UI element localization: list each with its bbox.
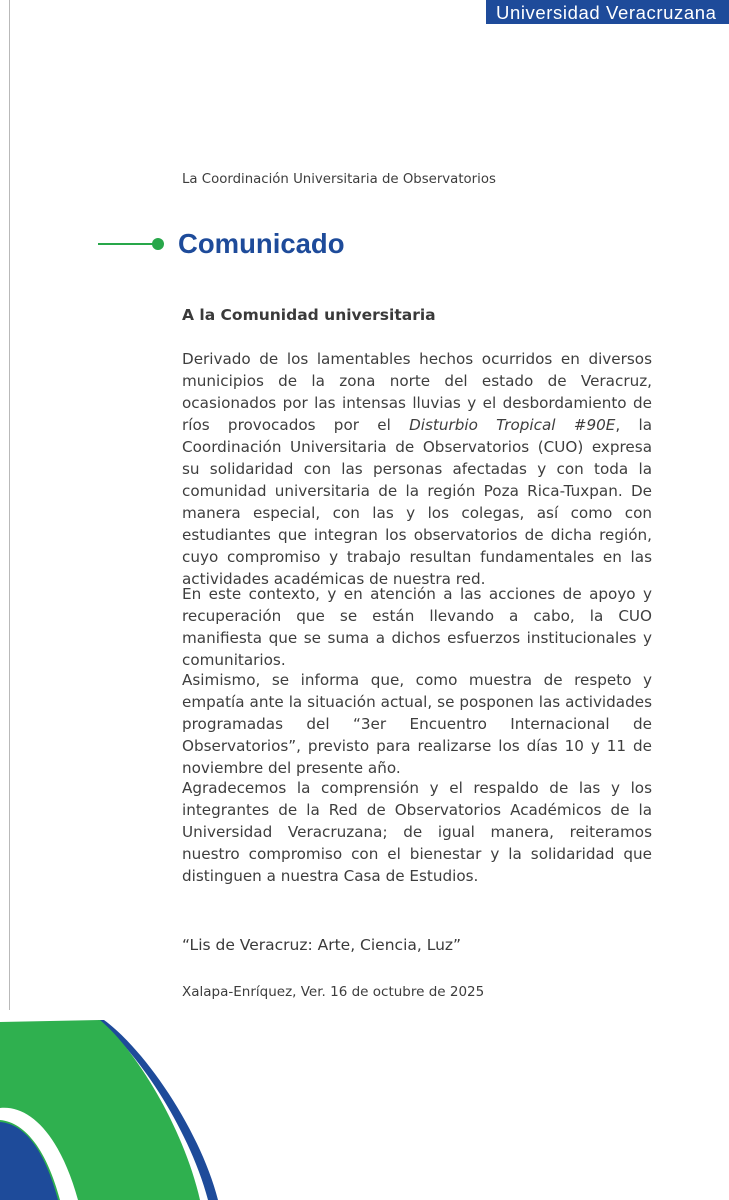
paragraph-2 (182, 583, 652, 671)
university-brand-bar (486, 0, 729, 24)
paragraph-3 (182, 669, 652, 779)
paragraph-2-text: En este contexto, y en atención a las acciones de apoyo y recuperación que se están llevando a cabo, la CUO manifiesta que se suma a dichos esfuerzos institucionales y comunitarios. (182, 585, 652, 669)
page-border-line (9, 0, 10, 1010)
coordination-name: La Coordinación Universitaria de Observatorios (182, 172, 496, 187)
storm-name: Disturbio Tropical #90E (409, 416, 616, 434)
paragraph-4-text: Agradecemos la comprensión y el respaldo de las y los integrantes de la Red de Observatorios Académicos de la Universidad Veracruzana; de igual manera, reiteramos nuestro compromiso con el bienestar y la solidaridad que distinguen a nuestra Casa de Estudios. (182, 779, 652, 885)
university-name: Universidad Veracruzana (496, 2, 717, 23)
paragraph-1-start: Derivado de los lamentables hechos ocurridos en diversos municipios de la zona norte del estado de Veracruz, ocasionados por las intensas lluvias y el desbordamiento de ríos provocados por el (182, 350, 652, 434)
salutation: A la Comunidad universitaria (182, 306, 436, 324)
paragraph-3-text: Asimismo, se informa que, como muestra de respeto y empatía ante la situación actual, se posponen las actividades programadas del “3er Encuentro Internacional de Observatorios”, previsto para realizarse los días 10 y 11 de noviembre del presente año. (182, 671, 652, 777)
paragraph-1 (182, 348, 652, 590)
page-title: Comunicado (178, 228, 345, 259)
motto: “Lis de Veracruz: Arte, Ciencia, Luz” (182, 936, 462, 954)
heading-accent-line (98, 243, 156, 245)
heading-accent-dot (152, 238, 164, 250)
place-and-date: Xalapa-Enríquez, Ver. 16 de octubre de 2025 (182, 984, 485, 1000)
paragraph-1-end: , la Coordinación Universitaria de Observatorios (CUO) expresa su solidaridad con las personas afectadas y con toda la comunidad universitaria de la región Poza Rica-Tuxpan. De manera especial, con las y los colegas, así como con estudiantes que integran los observatorios de dicha región, cuyo compromiso y trabajo resultan fundamentales en las actividades académicas de nuestra red. (182, 416, 653, 588)
paragraph-4 (182, 777, 652, 887)
decorative-waves (0, 1010, 240, 1200)
